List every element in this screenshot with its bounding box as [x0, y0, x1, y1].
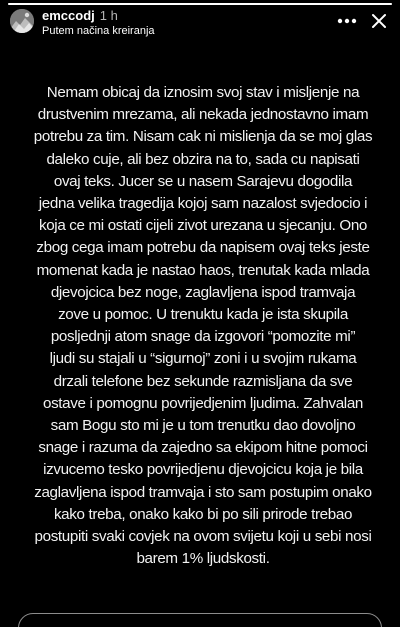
story-header	[8, 5, 392, 39]
close-icon	[371, 13, 387, 29]
username[interactable]: emccodj	[42, 8, 95, 23]
close-button[interactable]	[368, 10, 390, 32]
more-options-button[interactable]	[336, 10, 358, 32]
story-subtitle[interactable]: Putem načina kreiranja	[42, 25, 155, 37]
more-horizontal-icon	[337, 18, 357, 24]
post-time: 1 h	[99, 8, 118, 23]
story-bottom-bar	[0, 609, 400, 627]
story-header-actions	[326, 10, 390, 32]
story-author-line	[42, 8, 155, 24]
profile-photo-icon	[10, 9, 34, 33]
avatar[interactable]	[10, 9, 34, 33]
story-header-text	[42, 8, 155, 38]
reply-input[interactable]	[18, 613, 382, 627]
story-text: Nemam obicaj da iznosim svoj stav i misljenje na drustvenim mrezama, ali nekada jednostavno imam potrebu za tim. Nisam cak ni mislienja da se moj glas daleko cuje, ali bez obzira na to, sada cu napisati ovaj teks. Jucer se u nasem Sarajevu dogodila jedna velika tragedija kojoj sam nazalost svjedocio i koja ce mi ostati cijeli zivot urezana u sjecanju. Ono zbog cega imam potrebu da napisem ovaj teks jeste momenat kada je nastao haos, trenutak kada mlada djevojcica bez noge, zaglavljena ispod tramvaja zove u pomoc. U trenuktu kada je ista skupila posljednji atom snage da izgovori “pomozite mi” ljudi su stajali u “sigurnoj” zoni i u svojim rukama drzali telefone bez sekunde razmisljana da sve ostave i pomognu povrijedjenim ljudima. Zahvalan sam Bogu sto mi je u tom trenutku dao dovoljno snage i razuma da zajedno sa ekipom hitne pomoci izvucemo tesko povrijedjenu djevojcicu koja je bila zaglavljena ispod tramvaja i sto sam postupim onako kako treba, onako kako bi po sili prirode trebao postupiti svaki covjek na ovom svijetu koji u sebi nosi barem 1% ljudskosti.	[33, 84, 373, 568]
